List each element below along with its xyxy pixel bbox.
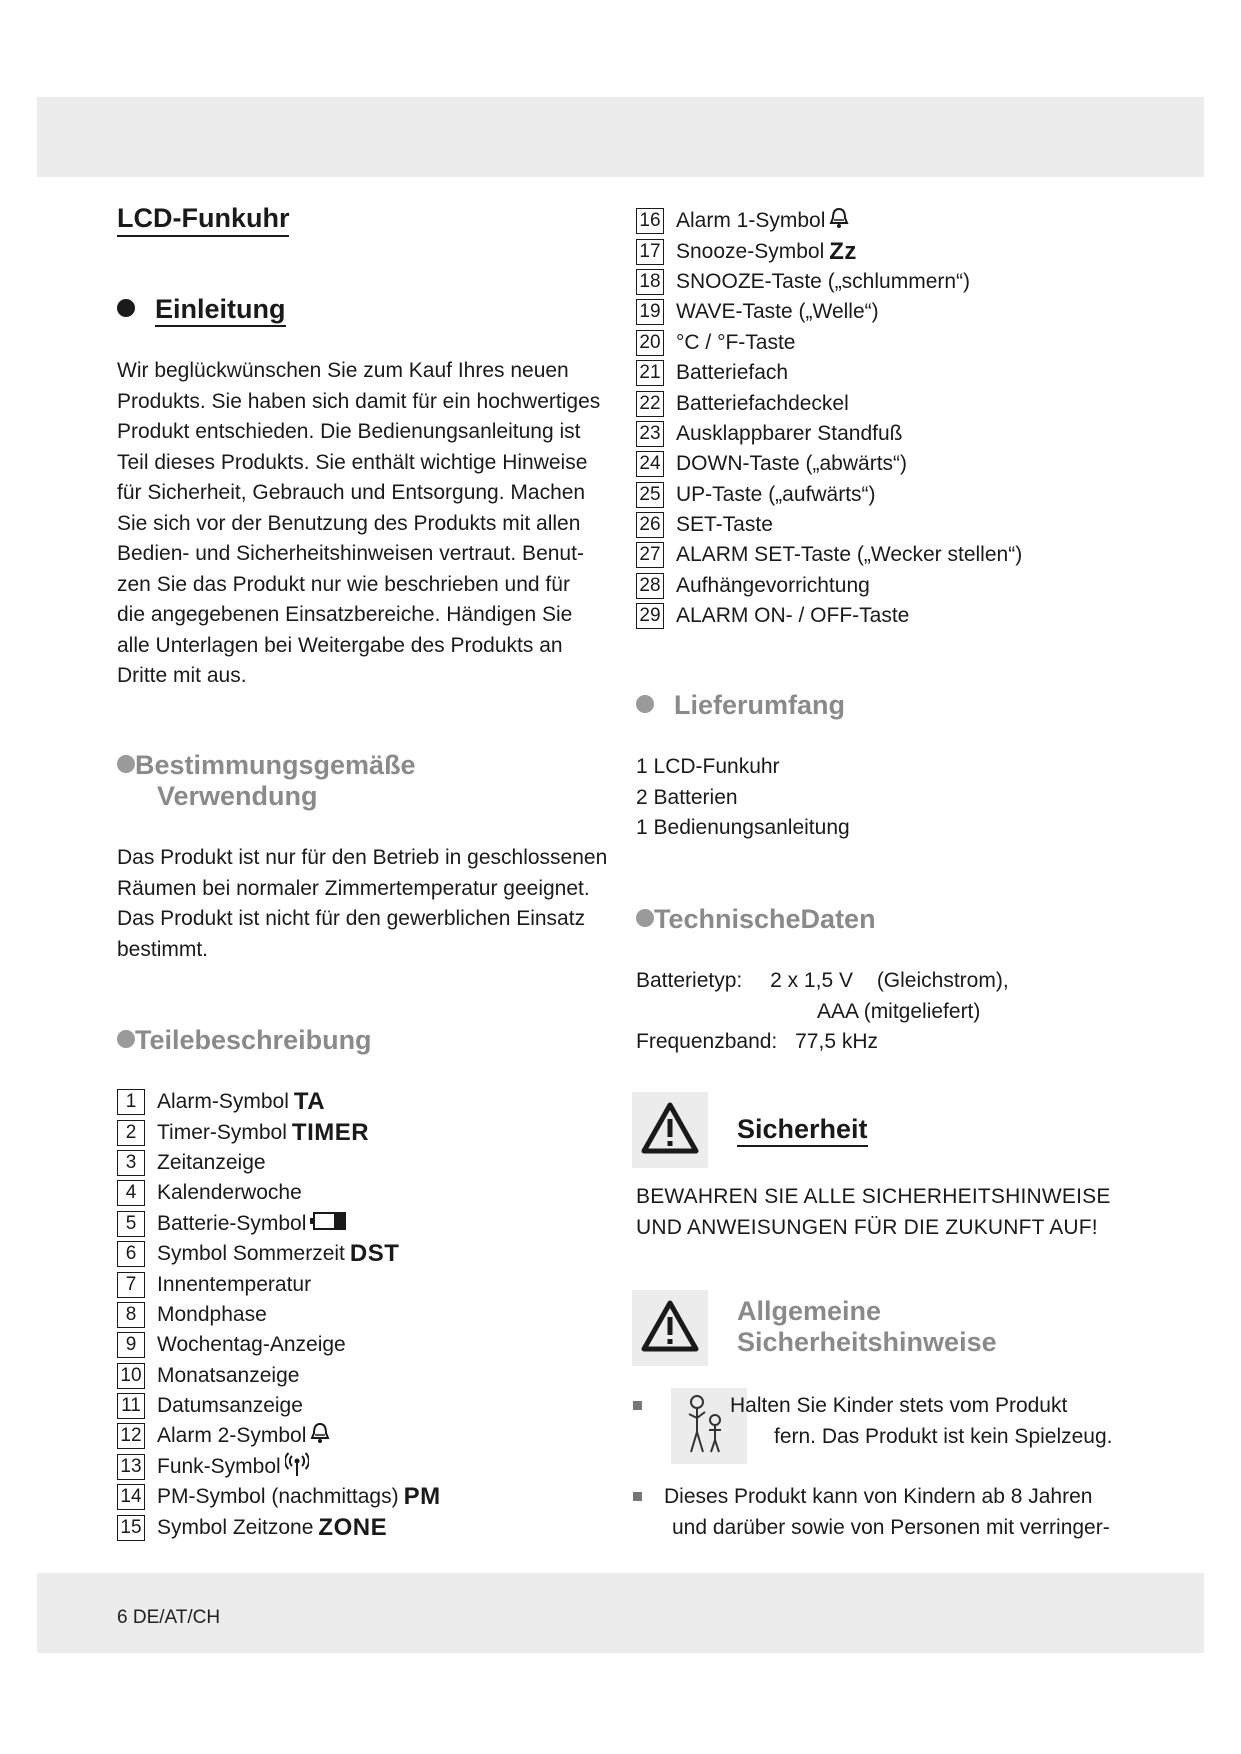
part-number: 11 — [117, 1393, 145, 1419]
part-number: 14 — [117, 1484, 145, 1510]
intended-use-heading — [117, 750, 416, 781]
part-item-22 — [636, 388, 1022, 418]
frequency-row — [636, 1027, 1009, 1058]
part-item-4 — [117, 1178, 441, 1208]
part-number: 2 — [117, 1120, 145, 1146]
radio-signal-icon — [285, 1451, 309, 1483]
bell-icon — [829, 207, 849, 235]
warning-triangle-icon — [641, 1101, 699, 1155]
part-item-1 — [117, 1087, 441, 1117]
part-label: Mondphase — [157, 1302, 267, 1326]
part-number: 19 — [636, 299, 664, 325]
lcd-symbol: ZONE — [318, 1513, 388, 1541]
part-number: 17 — [636, 239, 664, 265]
part-item-29 — [636, 601, 1022, 631]
part-number: 18 — [636, 269, 664, 295]
part-label: WAVE-Taste („Welle“) — [676, 300, 879, 324]
warning-triangle-icon — [641, 1299, 699, 1353]
part-label: Monatsanzeige — [157, 1363, 300, 1387]
part-number: 4 — [117, 1180, 145, 1206]
tech-specs — [636, 966, 1009, 1058]
bullet-dot-icon — [117, 299, 135, 317]
bullet-2-text — [664, 1482, 1110, 1543]
part-label: Innentemperatur — [157, 1272, 312, 1296]
part-number: 5 — [117, 1211, 145, 1237]
part-item-8 — [117, 1300, 441, 1330]
part-number: 13 — [117, 1454, 145, 1480]
part-number: 6 — [117, 1241, 145, 1267]
part-number: 23 — [636, 421, 664, 447]
part-number: 28 — [636, 573, 664, 599]
part-item-23 — [636, 419, 1022, 449]
parts-list-right — [636, 206, 1022, 631]
part-item-27 — [636, 540, 1022, 570]
part-item-21 — [636, 358, 1022, 388]
battery-type-note: (Gleichstrom), — [876, 969, 1009, 992]
part-label: Kalenderwoche — [157, 1181, 302, 1205]
part-label: Alarm 2-Symbol — [157, 1424, 307, 1448]
part-item-25 — [636, 480, 1022, 510]
intro-paragraph: Wir beglückwünschen Sie zum Kauf Ihres neuen Produkts. Sie haben sich damit für ein hochwertiges Produkt entschieden. Die Bedienungsanleitung ist Teil dieses Produkts. Sie enthält wichtige Hinweise für Sicherheit, Gebrauch und Entsorgung. Machen Sie sich vor der Benutzung des Produkts mit allen Bedien- und Sicherheitshinweisen vertraut. Benut- zen Sie das Produkt nur wie beschrieben und für die angegebenen Einsatzbereiche. Händigen Sie alle Unterlagen bei Weitergabe des Produkts an Dritte mit aus. — [117, 359, 601, 687]
bullet-dot-icon — [117, 755, 135, 773]
parts-list-left — [117, 1087, 441, 1543]
part-number: 25 — [636, 482, 664, 508]
battery-type-row — [636, 966, 1009, 997]
part-item-2 — [117, 1117, 441, 1147]
delivery-list — [636, 752, 850, 844]
frequency-label: Frequenzband: — [636, 1030, 778, 1053]
part-item-15 — [117, 1512, 441, 1542]
bullet-dot-icon — [636, 695, 654, 713]
part-label: ALARM ON- / OFF-Taste — [676, 604, 910, 628]
part-item-6 — [117, 1239, 441, 1269]
part-item-13 — [117, 1452, 441, 1482]
part-item-14 — [117, 1482, 441, 1512]
part-label: Batterie-Symbol — [157, 1211, 307, 1235]
part-label: Datumsanzeige — [157, 1394, 303, 1418]
bell-icon — [310, 1422, 330, 1450]
delivery-heading — [636, 690, 845, 721]
part-item-5 — [117, 1209, 441, 1239]
safety-heading-text: Sicherheit — [737, 1114, 868, 1147]
part-label: SNOOZE-Taste („schlummern“) — [676, 269, 971, 293]
bullet-1-text — [730, 1391, 1113, 1452]
tech-heading — [636, 904, 876, 935]
part-number: 8 — [117, 1302, 145, 1328]
page-footer: 6 DE/AT/CH — [117, 1607, 221, 1628]
part-number: 7 — [117, 1272, 145, 1298]
intro-heading — [117, 294, 286, 325]
header-band — [37, 97, 1204, 177]
part-label: Alarm 1-Symbol — [676, 209, 826, 233]
part-item-3 — [117, 1148, 441, 1178]
battery-icon — [310, 1211, 348, 1237]
part-number: 22 — [636, 391, 664, 417]
footer-band — [37, 1573, 1204, 1653]
intro-heading-text: Einleitung — [155, 294, 286, 327]
tech-heading-text: TechnischeDaten — [654, 904, 876, 934]
part-item-19 — [636, 297, 1022, 327]
part-item-28 — [636, 571, 1022, 601]
part-label: Ausklappbarer Standfuß — [676, 421, 903, 445]
part-label: Wochentag-Anzeige — [157, 1333, 346, 1357]
part-number: 3 — [117, 1150, 145, 1176]
part-label: SET-Taste — [676, 513, 773, 537]
list-item: 2 Batterien — [636, 785, 738, 809]
part-item-26 — [636, 510, 1022, 540]
part-label: °C / °F-Taste — [676, 330, 796, 354]
bullet-2-line2: und darüber sowie von Personen mit verringer- — [672, 1515, 1110, 1539]
part-number: 12 — [117, 1423, 145, 1449]
part-item-24 — [636, 449, 1022, 479]
battery-type-label: Batterietyp: — [636, 969, 743, 992]
parts-heading-text: Teilebeschreibung — [135, 1025, 372, 1055]
part-label: Snooze-Symbol — [676, 239, 825, 263]
lcd-symbol: PM — [403, 1483, 441, 1511]
part-number: 15 — [117, 1515, 145, 1541]
part-item-7 — [117, 1269, 441, 1299]
lcd-symbol: DST — [349, 1240, 400, 1268]
part-number: 24 — [636, 451, 664, 477]
part-label: DOWN-Taste („abwärts“) — [676, 452, 908, 476]
intended-use-heading-line2: Verwendung — [157, 781, 318, 811]
part-number: 26 — [636, 512, 664, 538]
part-label: Symbol Sommerzeit — [157, 1242, 345, 1266]
part-label: PM-Symbol (nachmittags) — [157, 1485, 399, 1509]
part-number: 27 — [636, 542, 664, 568]
lcd-symbol: TA — [293, 1088, 326, 1116]
lcd-symbol: TIMER — [291, 1118, 370, 1146]
general-safety-heading-line2: Sicherheitshinweise — [737, 1327, 997, 1357]
part-label: Aufhängevorrichtung — [676, 573, 870, 597]
bullet-dot-icon — [117, 1030, 135, 1048]
bullet-1-line2: fern. Das Produkt ist kein Spielzeug. — [774, 1424, 1113, 1448]
part-label: Alarm-Symbol — [157, 1090, 289, 1114]
part-number: 1 — [117, 1089, 145, 1115]
part-number: 20 — [636, 330, 664, 356]
bullet-dot-icon — [636, 909, 654, 927]
bullet-square-icon — [633, 1401, 642, 1410]
part-label: Zeitanzeige — [157, 1150, 266, 1174]
part-number: 21 — [636, 360, 664, 386]
list-item: 1 LCD-Funkuhr — [636, 755, 780, 778]
part-label: UP-Taste („aufwärts“) — [676, 482, 876, 506]
part-item-12 — [117, 1421, 441, 1451]
part-label: Timer-Symbol — [157, 1120, 287, 1144]
bullet-2-line1: Dieses Produkt kann von Kindern ab 8 Jahren — [664, 1485, 1093, 1508]
part-label: Batteriefachdeckel — [676, 391, 849, 415]
part-number: 29 — [636, 603, 664, 629]
list-item: 1 Bedienungsanleitung — [636, 816, 850, 839]
part-number: 16 — [636, 208, 664, 234]
part-item-18 — [636, 267, 1022, 297]
part-item-16 — [636, 206, 1022, 236]
general-safety-heading-line1: Allgemeine — [737, 1296, 882, 1326]
battery-type-line2: AAA (mitgeliefert) — [817, 999, 981, 1023]
intended-use-heading-line1: Bestimmungsgemäße — [135, 750, 416, 780]
bullet-1-line1: Halten Sie Kinder stets vom Produkt — [730, 1394, 1068, 1417]
safety-caps-text: BEWAHREN SIE ALLE SICHERHEITSHINWEISE UND ANWEISUNGEN FÜR DIE ZUKUNFT AUF! — [636, 1185, 1111, 1239]
parts-heading — [117, 1025, 372, 1056]
lcd-symbol: Zz — [829, 237, 857, 265]
delivery-heading-text: Lieferumfang — [674, 690, 846, 720]
warning-icon-box — [632, 1092, 708, 1168]
safety-heading — [737, 1114, 868, 1145]
part-label: Batteriefach — [676, 361, 789, 385]
frequency-value: 77,5 kHz — [795, 1030, 878, 1053]
part-item-20 — [636, 328, 1022, 358]
part-label: Symbol Zeitzone — [157, 1515, 314, 1539]
part-label: Funk-Symbol — [157, 1454, 281, 1478]
part-number: 9 — [117, 1332, 145, 1358]
battery-type-value: 2 x 1,5 V — [770, 969, 853, 992]
warning-icon-box — [632, 1290, 708, 1366]
part-item-9 — [117, 1330, 441, 1360]
part-item-11 — [117, 1391, 441, 1421]
bullet-square-icon — [633, 1492, 642, 1501]
part-label: ALARM SET-Taste („Wecker stellen“) — [676, 543, 1023, 567]
part-item-10 — [117, 1361, 441, 1391]
intended-use-paragraph: Das Produkt ist nur für den Betrieb in geschlossenen Räumen bei normaler Zimmertemperatur geeignet. Das Produkt ist nicht für den gewerblichen Einsatz bestimmt. — [117, 846, 608, 961]
part-number: 10 — [117, 1363, 145, 1389]
document-title: LCD-Funkuhr — [117, 203, 289, 237]
part-item-17 — [636, 236, 1022, 266]
